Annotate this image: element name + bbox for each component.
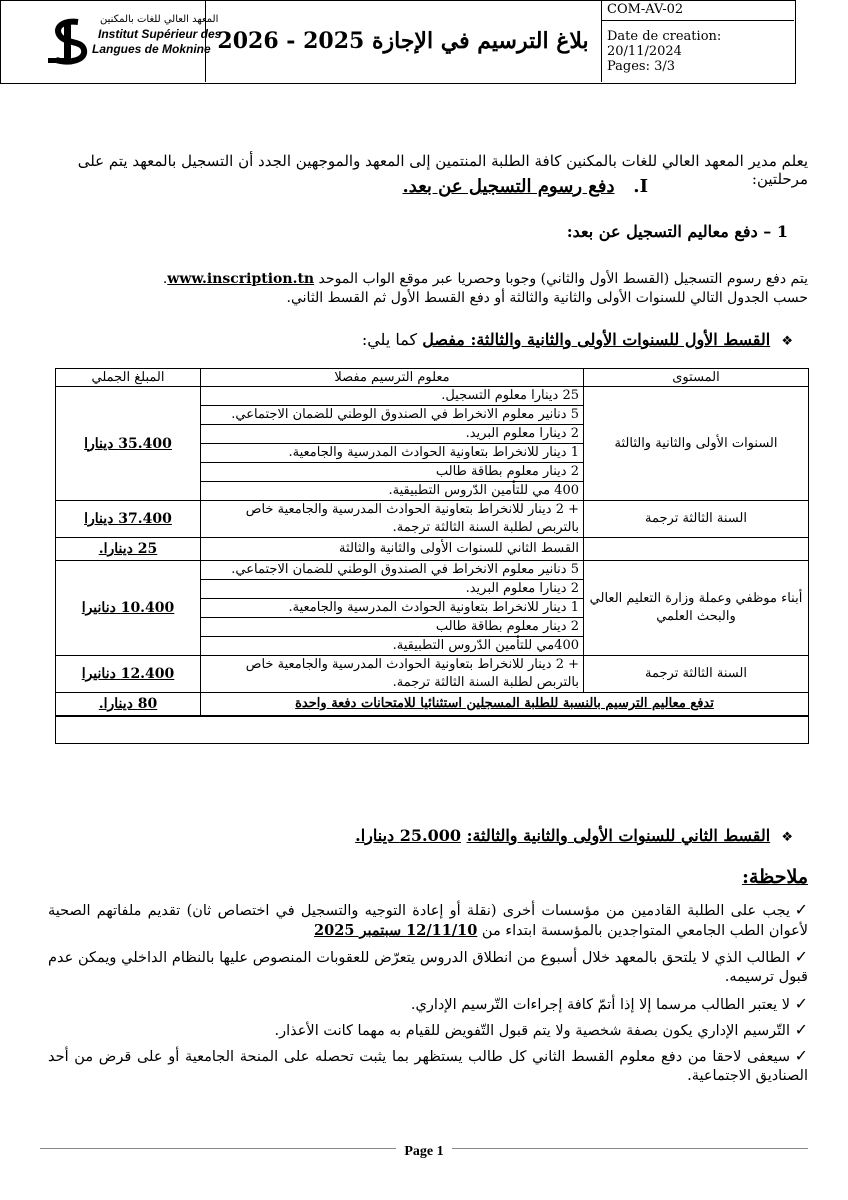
table-row — [56, 501, 809, 538]
fee-item: + 2 دينار للانخراط بتعاونية الحوادث المدرسية والجامعية خاص بالتربص لطلبة السنة الثالثة ترجمة. — [245, 502, 579, 535]
note-date: 12/11/10 سبتمبر 2025 — [314, 922, 478, 939]
note-item — [48, 1020, 808, 1041]
row-details — [201, 656, 584, 693]
row-total: 25 دينارا. — [56, 538, 201, 561]
col-details-header: معلوم الترسيم مفصلا — [201, 369, 584, 387]
installment-1-suffix: كما يلي: — [361, 330, 423, 349]
row-level: أبناء موظفي وعملة وزارة التعليم العالي والبحث العلمي — [584, 561, 809, 656]
fees-table — [55, 368, 809, 744]
fee-item: 1 دينار للانخراط بتعاونية الحوادث المدرسية والجامعية. — [201, 444, 583, 463]
fee-item: + 2 دينار للانخراط بتعاونية الحوادث المدرسية والجامعية خاص بالتربص لطلبة السنة الثالثة ترجمة. — [245, 657, 579, 690]
row-total: 35.400 دينارا — [56, 387, 201, 501]
fee-item: 400 مي للتأمين الدّروس التطبيقية. — [388, 483, 579, 498]
note-text: لا يعتبر الطالب مرسما إلا إذا أتمّ كافة إجراءات التّرسيم الإداري. — [410, 997, 790, 1013]
intro-paragraph: يعلم مدير المعهد العالي للغات بالمكنين كافة الطلبة المنتمين إلى المعهد والموجهين الجدد أن التسجيل بالمعهد يتم على مرحلتين: — [77, 152, 808, 188]
note-item — [48, 1046, 808, 1086]
table-row — [56, 538, 809, 561]
check-icon: ✓ — [794, 994, 808, 1013]
diamond-bullet-icon: ❖ — [781, 334, 793, 349]
document-header — [0, 0, 796, 84]
logo-line-2: Langues de Moknine — [92, 42, 211, 56]
col-total-header: المبلغ الجملي — [56, 369, 201, 387]
table-row — [56, 656, 809, 693]
table-row — [56, 561, 809, 656]
fee-item: 2 دينار معلوم بطاقة طالب — [201, 463, 583, 482]
note-item — [48, 994, 808, 1015]
row-level: السنوات الأولى والثانية والثالثة — [584, 387, 809, 501]
table-row — [56, 387, 809, 501]
section-1-title: دفع رسوم التسجيل عن بعد. — [402, 176, 615, 197]
section-1-heading — [48, 176, 648, 197]
note-text: سيعفى لاحقا من دفع معلوم القسط الثاني كل طالب يستظهر بما يثبت تحصله على المنحة الجامعية أو على قرض من أحد الصناديق الاجتماعية. — [48, 1049, 808, 1084]
note-item — [48, 947, 808, 987]
fee-item: 1 دينار للانخراط بتعاونية الحوادث المدرسية والجامعية. — [201, 599, 583, 618]
installment-2-amount: 25.000 دينارا. — [355, 826, 461, 845]
row-details — [201, 561, 584, 656]
installment-2-title: القسط الثاني للسنوات الأولى والثانية والثالثة: — [466, 826, 771, 845]
check-icon: ✓ — [794, 1046, 808, 1065]
subsection-1-title: دفع معاليم التسجيل عن بعد: — [566, 222, 758, 241]
installment-1-title: القسط الأول للسنوات الأولى والثانية والثالثة: مفصل — [422, 330, 771, 349]
row-total: 12.400 دنانيرا — [56, 656, 201, 693]
exam-only-row-text: تدفع معاليم الترسيم بالنسبة للطلبة المسجلين استثنائيا للامتحانات دفعة واحدة — [201, 693, 809, 717]
table-row — [56, 693, 809, 717]
installment-1-heading — [93, 330, 793, 349]
fee-item: 25 دينارا معلوم التسجيل. — [201, 387, 583, 406]
check-icon: ✓ — [794, 1020, 808, 1039]
fee-item: 5 دنانير معلوم الانخراط في الصندوق الوطني للضمان الاجتماعي. — [201, 561, 583, 580]
page-footer — [0, 1140, 848, 1160]
logo-line-1: Institut Supérieur des — [98, 27, 222, 41]
note-text: يجب على الطلبة القادمين من مؤسسات أخرى (نقلة أو إعادة التوجيه والتسجيل في اختصاص ثان) تقديم ملفاتهم الصحية لأعوان الطب الجامعي المتواجدين بالمؤسسة ابتداء من — [48, 903, 808, 939]
schedule-paragraph: حسب الجدول التالي للسنوات الأولى والثانية والثالثة أو دفع القسط الأول ثم القسط الثاني. — [286, 290, 808, 306]
check-icon: ✓ — [794, 947, 808, 966]
row-level: السنة الثالثة ترجمة — [584, 501, 809, 538]
row-total: 10.400 دنانيرا — [56, 561, 201, 656]
logo-arabic-text: المعهد العالي للغات بالمكنين — [100, 14, 219, 25]
fee-item: 400مي للتأمين الدّروس التطبيقية. — [392, 638, 579, 653]
payment-text-end: . — [162, 271, 168, 287]
diamond-bullet-icon: ❖ — [781, 830, 793, 845]
page-number: Page 1 — [396, 1144, 451, 1159]
note-item — [48, 900, 808, 941]
doc-code: COM-AV-02 — [601, 0, 794, 21]
fee-item: القسط الثاني للسنوات الأولى والثانية والثالثة — [339, 541, 579, 556]
table-spacer — [56, 716, 809, 744]
creation-date: Date de creation: 20/11/2024 — [607, 29, 722, 59]
table-header-row — [56, 369, 809, 387]
fee-item: 5 دنانير معلوم الانخراط في الصندوق الوطني للضمان الاجتماعي. — [201, 406, 583, 425]
row-total: 37.400 دينارا — [56, 501, 201, 538]
row-level: السنة الثالثة ترجمة — [584, 656, 809, 693]
note-text: الطالب الذي لا يلتحق بالمعهد خلال أسبوع من انطلاق الدروس يتعرّض للعقوبات المنصوص عليها بالنظام الداخلي ويمكن عدم قبول ترسيمه. — [48, 950, 808, 985]
logo-cell — [0, 0, 222, 82]
section-1-number: I. — [633, 176, 648, 197]
check-icon: ✓ — [794, 900, 808, 919]
table-spacer-row — [56, 716, 809, 744]
payment-text: يتم دفع رسوم التسجيل (القسط الأول والثاني) وجوبا وحصريا عبر موقع الواب الموحد — [314, 271, 808, 287]
logo-mark-icon — [48, 18, 94, 66]
fee-item: 2 دينار معلوم بطاقة طالب — [201, 618, 583, 637]
subsection-1-number: 1 – — [763, 222, 788, 241]
notes-title: ملاحظة: — [741, 866, 808, 888]
document-title: بلاغ الترسيم في الإجازة 2025 - 2026 — [205, 0, 602, 82]
row-details — [201, 538, 584, 561]
institute-logo — [30, 10, 222, 72]
note-text: التّرسيم الإداري يكون بصفة شخصية ولا يتم قبول التّفويض للقيام به مهما كانت الأعذار. — [274, 1023, 790, 1039]
installment-2-heading — [93, 826, 793, 845]
subsection-1-heading — [188, 222, 788, 241]
col-level-header: المستوى — [584, 369, 809, 387]
row-details — [201, 387, 584, 501]
inscription-link[interactable]: www.inscription.tn — [167, 271, 315, 287]
fee-item: 2 دينارا معلوم البريد. — [201, 425, 583, 444]
row-details — [201, 501, 584, 538]
page-count: Pages: 3/3 — [607, 59, 676, 74]
fee-item: 2 دينارا معلوم البريد. — [201, 580, 583, 599]
row-total: 80 دينارا. — [56, 693, 201, 717]
document-meta — [601, 0, 794, 82]
row-level — [584, 538, 809, 561]
payment-paragraph — [38, 270, 808, 288]
